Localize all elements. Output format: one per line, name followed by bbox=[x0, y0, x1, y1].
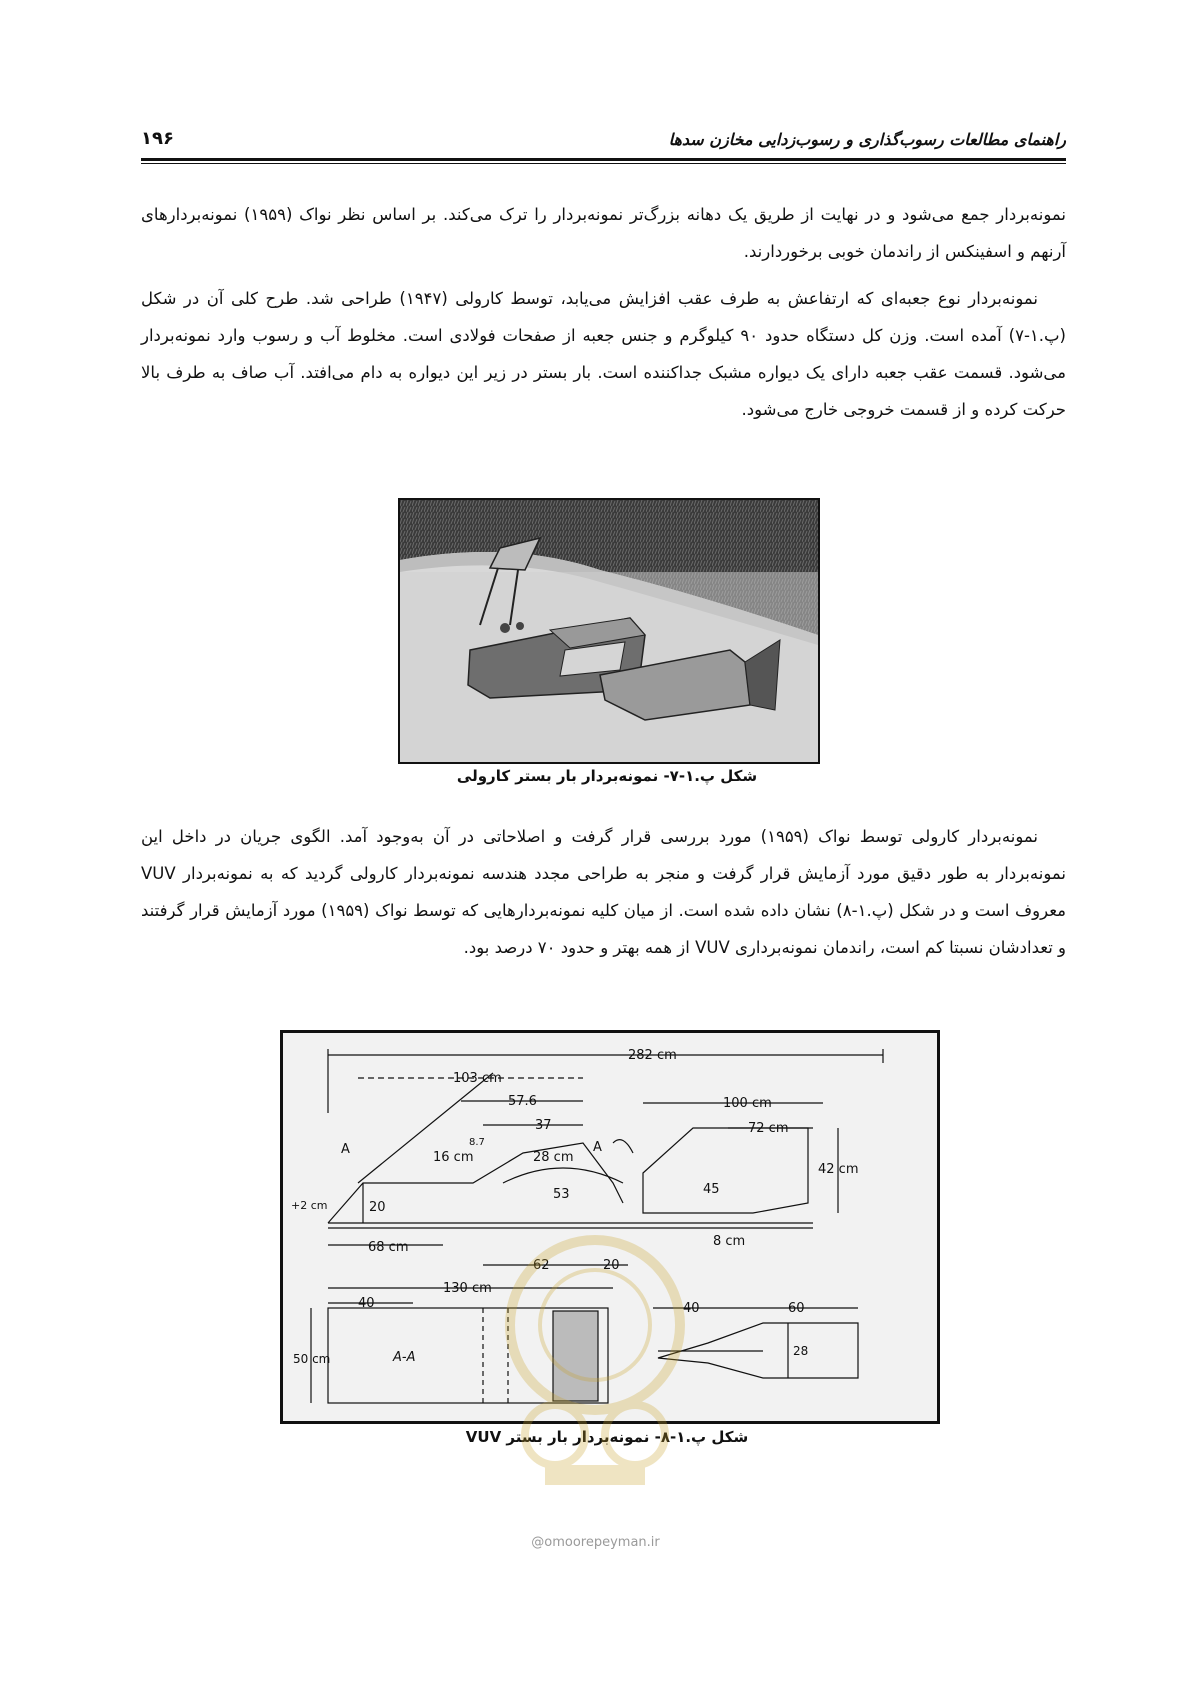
dim-100: 100 cm bbox=[723, 1096, 772, 1111]
section-label-a-a: A-A bbox=[393, 1350, 416, 1365]
dim-57-6: 57.6 bbox=[508, 1094, 537, 1109]
dim-45: 45 bbox=[703, 1182, 720, 1197]
dim-282: 282 cm bbox=[628, 1048, 677, 1063]
dim-72: 72 cm bbox=[748, 1121, 789, 1136]
dim-8-7: 8.7 bbox=[469, 1137, 485, 1148]
dim-20-horizontal: 20 bbox=[603, 1258, 620, 1273]
karoly-sampler-photo bbox=[398, 498, 820, 764]
dim-53: 53 bbox=[553, 1187, 570, 1202]
dim-16: 16 cm bbox=[433, 1150, 474, 1165]
dim-40-left: 40 bbox=[358, 1296, 375, 1311]
dim-2: +2 cm bbox=[291, 1199, 328, 1212]
dim-68: 68 cm bbox=[368, 1240, 409, 1255]
running-title: راهنمای مطالعات رسوب‌گذاری و رسوب‌زدایی مخازن سدها bbox=[668, 130, 1066, 149]
dim-60: 60 bbox=[788, 1301, 805, 1316]
dim-20-vertical: 20 bbox=[369, 1200, 386, 1215]
dim-42: 42 cm bbox=[818, 1162, 859, 1177]
dim-50: 50 cm bbox=[293, 1352, 331, 1366]
dim-28-plan: 28 bbox=[793, 1344, 809, 1358]
watermark-seal-logo bbox=[495, 1205, 695, 1505]
dim-40-right: 40 bbox=[683, 1301, 700, 1316]
sampler-photo-image bbox=[400, 500, 818, 762]
figure-2-caption: شکل پ.۱-۸- نمونه‌بردار بار بستر VUV bbox=[465, 1428, 749, 1446]
watermark-url: @omoorepeyman.ir bbox=[531, 1535, 660, 1550]
section-marker-a-left: A bbox=[341, 1142, 350, 1157]
dim-8: 8 cm bbox=[713, 1234, 746, 1249]
dim-103: 103 cm bbox=[453, 1071, 502, 1086]
header-rule bbox=[141, 158, 1066, 164]
paragraph-1: نمونه‌بردار جمع می‌شود و در نهایت از طریق یک دهانه بزرگ‌تر نمونه‌بردار را ترک می‌کند. بر اساس نظر نواک (۱۹۵۹) نمونه‌بردارهای آرنهم و اسفینکس از راندمان خوبی برخوردارند. bbox=[141, 205, 1066, 261]
dim-130: 130 cm bbox=[443, 1281, 492, 1296]
dim-28: 28 cm bbox=[533, 1150, 574, 1165]
page-header bbox=[141, 128, 1066, 154]
dim-37: 37 bbox=[535, 1118, 552, 1133]
page-number: ۱۹۶ bbox=[141, 128, 174, 149]
section-marker-a-right: A bbox=[593, 1140, 602, 1155]
dim-62: 62 bbox=[533, 1258, 550, 1273]
paragraph-2: نمونه‌بردار نوع جعبه‌ای که ارتفاعش به طرف عقب افزایش می‌یابد، توسط کارولی (۱۹۴۷) طراحی شد. طرح کلی آن در شکل (پ.۱-۷) آمده است. وزن کل دستگاه حدود ۹۰ کیلوگرم و جنس جعبه از صفحات فولادی است. مخلوط آب و رسوب وارد نمونه‌بردار می‌شود. قسمت عقب جعبه دارای یک دیواره مشبک جداکننده است. بار بستر در زیر این دیواره به دام می‌افتد. آب صاف به طرف بالا حرکت کرده و از قسمت خروجی خارج می‌شود. bbox=[141, 289, 1066, 419]
figure-1-caption: شکل پ.۱-۷- نمونه‌بردار بار بستر کارولی bbox=[456, 767, 758, 785]
paragraph-3: نمونه‌بردار کارولی توسط نواک (۱۹۵۹) مورد بررسی قرار گرفت و اصلاحاتی در آن به‌وجود آمد. الگوی جریان در داخل این نمونه‌بردار به طور دقیق مورد آزمایش قرار گرفت و منجر به طراحی مجدد هندسه نمونه‌بردار کارولی گردید که به نمونه‌بردار VUV معروف است و در شکل (پ.۱-۸) نشان داده شده است. از میان کلیه نمونه‌بردارهایی که توسط نواک (۱۹۵۹) مورد آزمایش قرار گرفتند و تعدادشان نسبتا کم است، راندمان نمونه‌برداری VUV از همه بهتر و حدود ۷۰ درصد بود. bbox=[141, 827, 1066, 957]
